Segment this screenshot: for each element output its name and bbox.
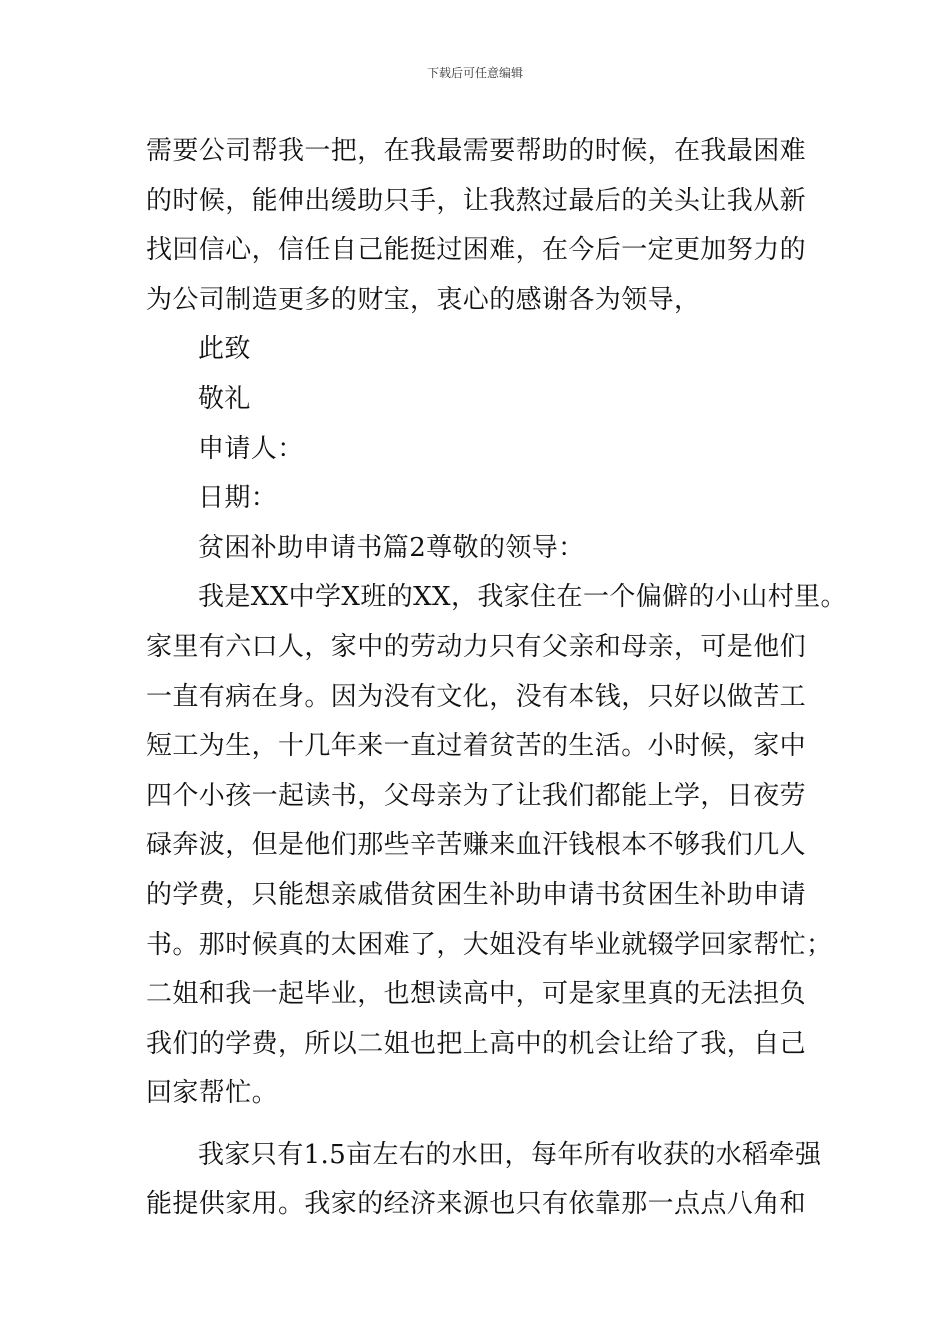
paragraph-line: 我家只有1.5亩左右的水田，每年所有收获的水稻牵强 <box>198 1139 822 1170</box>
paragraph-line: 我是XX中学X班的XX，我家住在一个偏僻的小山村里。 <box>198 582 847 613</box>
paragraph-line: 书。那时候真的太困难了，大姐没有毕业就辍学回家帮忙； <box>146 929 833 960</box>
document-body <box>146 127 847 1230</box>
date-label: 日期： <box>198 483 278 514</box>
paragraph-line: 短工为生，十几年来一直过着贫苦的生活。小时候，家中 <box>146 731 807 762</box>
paragraph-line: 为公司制造更多的财宝，衷心的感谢各为领导， <box>146 284 701 315</box>
closing-respect: 敬礼 <box>198 383 251 414</box>
paragraph-line: 四个小孩一起读书，父母亲为了让我们都能上学，日夜劳 <box>146 780 807 811</box>
paragraph-line: 回家帮忙。 <box>146 1078 279 1109</box>
paragraph-line: 找回信心，信任自己能挺过困难，在今后一定更加努力的 <box>146 235 807 266</box>
paragraph-line: 的时候，能伸出缓助只手，让我熬过最后的关头让我从新 <box>146 185 807 216</box>
applicant-label: 申请人： <box>198 433 304 464</box>
paragraph-line: 能提供家用。我家的经济来源也只有依靠那一点点八角和 <box>146 1189 807 1220</box>
closing-salutation: 此致 <box>198 334 251 365</box>
paragraph-line: 二姐和我一起毕业，也想读高中，可是家里真的无法担负 <box>146 979 807 1010</box>
paragraph-line: 需要公司帮我一把，在我最需要帮助的时候，在我最困难 <box>146 136 807 166</box>
paragraph-line: 碌奔波，但是他们那些辛苦赚来血汗钱根本不够我们几人 <box>146 830 807 861</box>
paragraph-line: 一直有病在身。因为没有文化，没有本钱，只好以做苦工 <box>146 681 807 712</box>
paragraph-line: 的学费，只能想亲戚借贫困生补助申请书贫困生补助申请 <box>146 879 807 910</box>
page-header: 下载后可任意编辑 <box>426 66 523 80</box>
section-title: 贫困补助申请书篇2尊敬的领导： <box>198 532 585 563</box>
paragraph-line: 家里有六口人，家中的劳动力只有父亲和母亲，可是他们 <box>146 631 807 662</box>
paragraph-line: 我们的学费，所以二姐也把上高中的机会让给了我，自己 <box>146 1028 807 1059</box>
